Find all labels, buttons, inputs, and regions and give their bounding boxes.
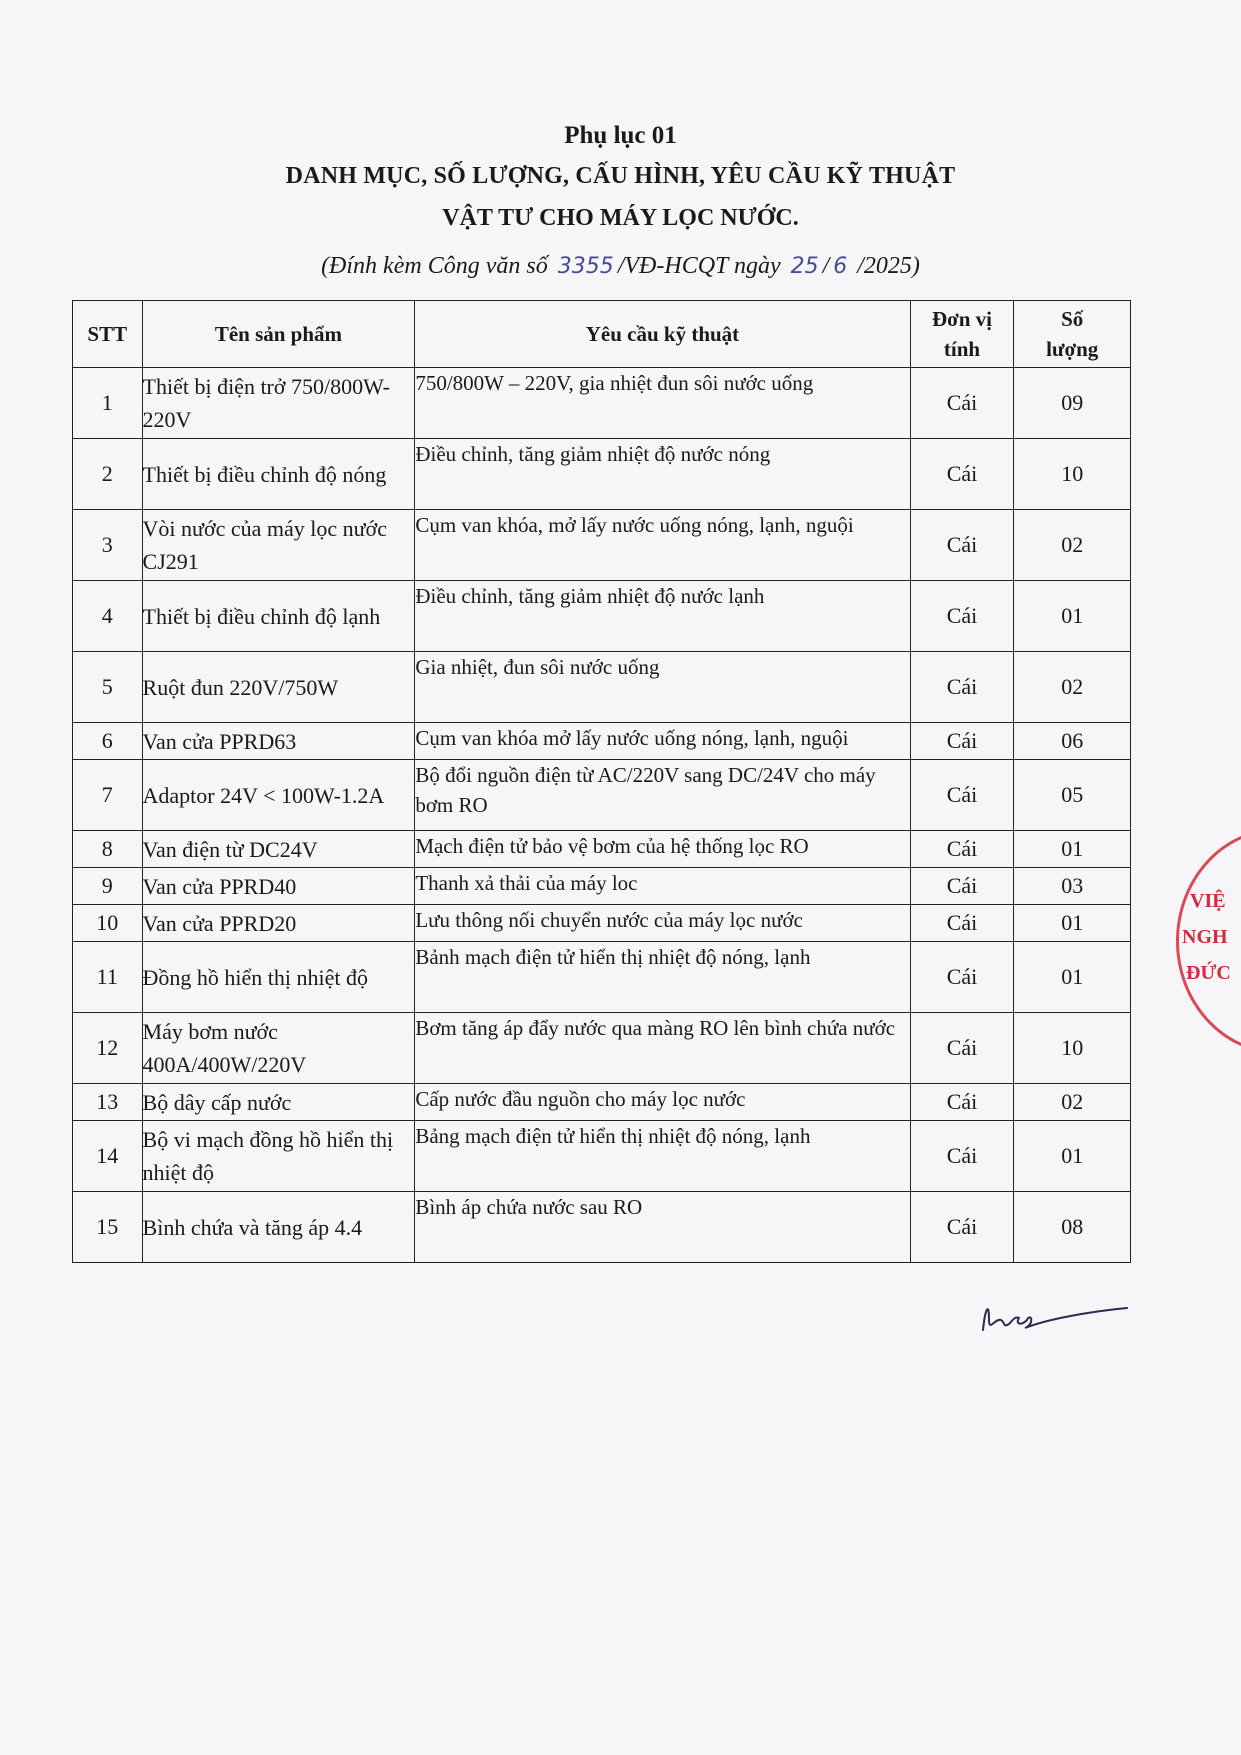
table-row: [73, 1084, 1131, 1121]
handwritten-doc-number: 3355: [557, 254, 614, 279]
cell-stt: 5: [73, 652, 143, 723]
cell-unit: Cái: [910, 439, 1014, 510]
table-row: [73, 368, 1131, 439]
cell-technical-requirement: Bộ đổi nguồn điện từ AC/220V sang DC/24V cho máy bơm RO: [415, 760, 910, 831]
document-title-line2: VẬT TƯ CHO MÁY LỌC NƯỚC.: [442, 205, 799, 231]
cell-product-name: Van cửa PPRD20: [142, 905, 415, 942]
table-row: [73, 1121, 1131, 1192]
cell-quantity: 10: [1014, 1013, 1131, 1084]
table-row: [73, 831, 1131, 868]
cell-stt: 12: [73, 1013, 143, 1084]
cell-unit: Cái: [910, 723, 1014, 760]
cell-stt: 7: [73, 760, 143, 831]
cell-quantity: 09: [1014, 368, 1131, 439]
signature-icon: [975, 1290, 1135, 1350]
cell-quantity: 02: [1014, 1084, 1131, 1121]
cell-product-name: Van cửa PPRD40: [142, 868, 415, 905]
cell-quantity: 06: [1014, 723, 1131, 760]
cell-technical-requirement: Điều chỉnh, tăng giảm nhiệt độ nước nóng: [415, 439, 910, 510]
cell-unit: Cái: [910, 905, 1014, 942]
cell-technical-requirement: Cụm van khóa mở lấy nước uống nóng, lạnh, nguội: [415, 723, 910, 760]
cell-product-name: Đồng hồ hiển thị nhiệt độ: [142, 942, 415, 1013]
cell-product-name: Bộ dây cấp nước: [142, 1084, 415, 1121]
cell-quantity: 01: [1014, 1121, 1131, 1192]
cell-unit: Cái: [910, 1192, 1014, 1263]
cell-technical-requirement: Bơm tăng áp đẩy nước qua màng RO lên bình chứa nước: [415, 1013, 910, 1084]
table-row: [73, 652, 1131, 723]
cell-product-name: Van điện từ DC24V: [142, 831, 415, 868]
materials-table: [72, 300, 1131, 1263]
cell-unit: Cái: [910, 1084, 1014, 1121]
cell-product-name: Thiết bị điện trở 750/800W-220V: [142, 368, 415, 439]
cell-unit: Cái: [910, 652, 1014, 723]
cell-stt: 6: [73, 723, 143, 760]
red-seal-stamp: [1176, 828, 1241, 1048]
cell-unit: Cái: [910, 942, 1014, 1013]
table-row: [73, 723, 1131, 760]
cell-technical-requirement: Cấp nước đầu nguồn cho máy lọc nước: [415, 1084, 910, 1121]
cell-unit: Cái: [910, 510, 1014, 581]
cell-unit: Cái: [910, 368, 1014, 439]
table-row: [73, 1013, 1131, 1084]
header-qty: Số lượng: [1014, 301, 1131, 368]
document-title-line1: DANH MỤC, SỐ LƯỢNG, CẤU HÌNH, YÊU CẦU KỸ THUẬT: [285, 163, 956, 189]
cell-product-name: Ruột đun 220V/750W: [142, 652, 415, 723]
cell-product-name: Thiết bị điều chỉnh độ lạnh: [142, 581, 415, 652]
handwritten-day: 25: [790, 254, 819, 279]
cell-stt: 13: [73, 1084, 143, 1121]
seal-text-3: ĐỨC: [1186, 962, 1231, 984]
cell-stt: 3: [73, 510, 143, 581]
header-stt: STT: [73, 301, 143, 368]
cell-unit: Cái: [910, 831, 1014, 868]
cell-product-name: Adaptor 24V < 100W-1.2A: [142, 760, 415, 831]
cell-quantity: 01: [1014, 831, 1131, 868]
cell-quantity: 03: [1014, 868, 1131, 905]
cell-quantity: 02: [1014, 652, 1131, 723]
cell-unit: Cái: [910, 760, 1014, 831]
cell-product-name: Bình chứa và tăng áp 4.4: [142, 1192, 415, 1263]
cell-stt: 9: [73, 868, 143, 905]
header-req: Yêu cầu kỹ thuật: [415, 301, 910, 368]
cell-quantity: 05: [1014, 760, 1131, 831]
table-row: [73, 760, 1131, 831]
table-row: [73, 581, 1131, 652]
table-header-row: [73, 301, 1131, 368]
cell-technical-requirement: Điều chỉnh, tăng giảm nhiệt độ nước lạnh: [415, 581, 910, 652]
cell-unit: Cái: [910, 581, 1014, 652]
cell-unit: Cái: [910, 868, 1014, 905]
cell-quantity: 01: [1014, 581, 1131, 652]
cell-stt: 4: [73, 581, 143, 652]
cell-technical-requirement: 750/800W – 220V, gia nhiệt đun sôi nước uống: [415, 368, 910, 439]
cell-stt: 11: [73, 942, 143, 1013]
cell-stt: 1: [73, 368, 143, 439]
cell-technical-requirement: Gia nhiệt, đun sôi nước uống: [415, 652, 910, 723]
cell-product-name: Thiết bị điều chỉnh độ nóng: [142, 439, 415, 510]
cell-quantity: 02: [1014, 510, 1131, 581]
header-unit: Đơn vị tính: [910, 301, 1014, 368]
cell-stt: 2: [73, 439, 143, 510]
cell-stt: 14: [73, 1121, 143, 1192]
cell-product-name: Bộ vi mạch đồng hồ hiển thị nhiệt độ: [142, 1121, 415, 1192]
cell-unit: Cái: [910, 1121, 1014, 1192]
appendix-title: Phụ lục 01: [564, 122, 677, 149]
cell-technical-requirement: Bảnh mạch điện tử hiển thị nhiệt độ nóng, lạnh: [415, 942, 910, 1013]
table-body: [73, 368, 1131, 1263]
cell-technical-requirement: Cụm van khóa, mở lấy nước uống nóng, lạnh, nguội: [415, 510, 910, 581]
cell-quantity: 10: [1014, 439, 1131, 510]
seal-text-2: NGH: [1182, 926, 1228, 948]
cell-quantity: 01: [1014, 942, 1131, 1013]
cell-stt: 10: [73, 905, 143, 942]
cell-technical-requirement: Mạch điện tử bảo vệ bơm của hệ thống lọc RO: [415, 831, 910, 868]
handwritten-month: 6: [833, 254, 848, 279]
cell-quantity: 08: [1014, 1192, 1131, 1263]
attachment-reference: (Đính kèm Công văn số 3355 /VĐ-HCQT ngày 25 / 6 /2025): [321, 253, 920, 279]
table-row: [73, 868, 1131, 905]
cell-product-name: Van cửa PPRD63: [142, 723, 415, 760]
cell-stt: 8: [73, 831, 143, 868]
table-row: [73, 510, 1131, 581]
cell-stt: 15: [73, 1192, 143, 1263]
cell-technical-requirement: Thanh xả thải của máy loc: [415, 868, 910, 905]
header-name: Tên sản phẩm: [142, 301, 415, 368]
cell-product-name: Máy bơm nước 400A/400W/220V: [142, 1013, 415, 1084]
table-row: [73, 905, 1131, 942]
cell-quantity: 01: [1014, 905, 1131, 942]
table-row: [73, 439, 1131, 510]
cell-technical-requirement: Bình áp chứa nước sau RO: [415, 1192, 910, 1263]
cell-unit: Cái: [910, 1013, 1014, 1084]
cell-product-name: Vòi nước của máy lọc nước CJ291: [142, 510, 415, 581]
seal-text-1: VIỆ: [1190, 890, 1226, 912]
cell-technical-requirement: Bảng mạch điện tử hiển thị nhiệt độ nóng, lạnh: [415, 1121, 910, 1192]
cell-technical-requirement: Lưu thông nối chuyển nước của máy lọc nước: [415, 905, 910, 942]
table-row: [73, 1192, 1131, 1263]
table-row: [73, 942, 1131, 1013]
